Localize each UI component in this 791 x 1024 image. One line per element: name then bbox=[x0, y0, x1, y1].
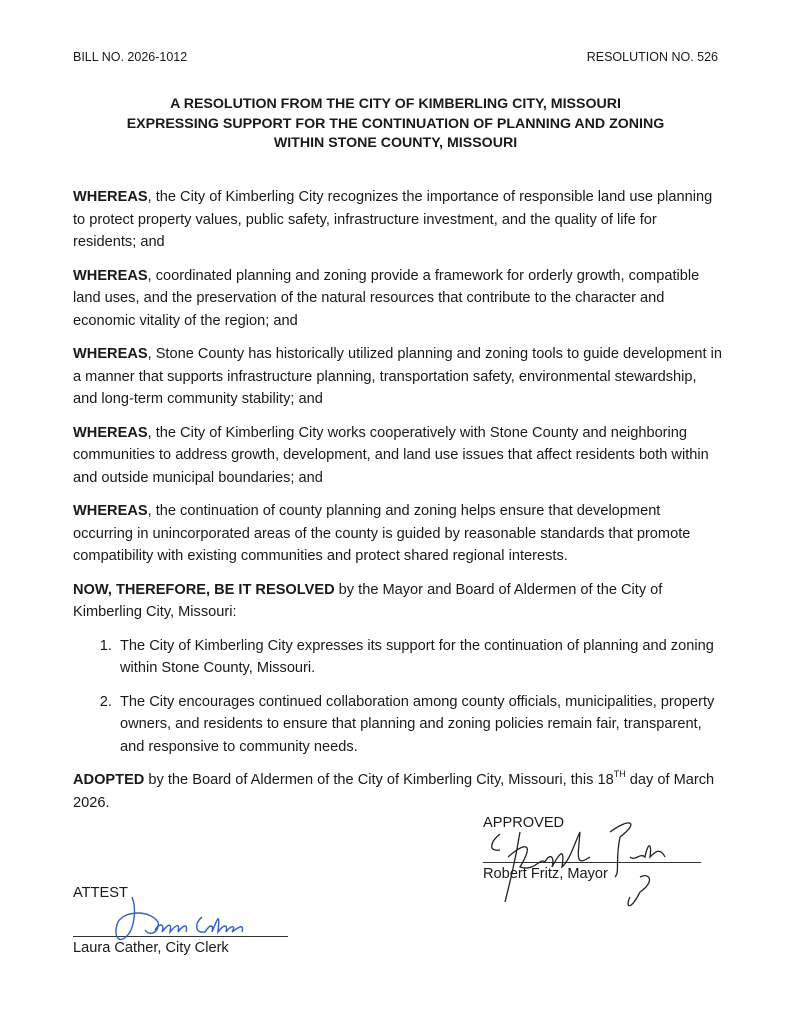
resolution-body bbox=[73, 186, 723, 825]
attest-label: ATTEST bbox=[73, 885, 128, 901]
adopted-clause bbox=[73, 769, 723, 814]
ordinal-suffix: TH bbox=[613, 769, 626, 779]
title-line: WITHIN STONE COUNTY, MISSOURI bbox=[273, 135, 518, 151]
clause-lead: WHEREAS bbox=[73, 503, 148, 519]
clause-text: by the Mayor and Board of Aldermen of the City of Kimberling City, Missouri: bbox=[73, 581, 663, 620]
resolution-items bbox=[73, 635, 723, 759]
resolution-item: 1. The City of Kimberling City expresses its support for the continuation of planning and zoning within Stone County, Missouri. bbox=[116, 635, 723, 680]
whereas-clause bbox=[73, 422, 723, 490]
clause-text: , the City of Kimberling City recognizes the importance of responsible land use planning to protect property values, public safety, infrastructure investment, and the quality of life for residents; and bbox=[73, 189, 713, 250]
clause-lead: NOW, THEREFORE, BE IT RESOLVED bbox=[73, 581, 335, 598]
clause-text: , the City of Kimberling City works cooperatively with Stone County and neighboring communities to address growth, development, and land use issues that affect residents both within and outside municipal boundaries; and bbox=[73, 424, 709, 486]
bill-number: BILL NO. 2026-1012 bbox=[73, 50, 188, 64]
clause-lead: WHEREAS bbox=[73, 267, 148, 284]
clause-text: by the Board of Aldermen of the City of Kimberling City, Missouri, this 18 bbox=[144, 772, 614, 788]
approved-label: APPROVED bbox=[483, 815, 565, 831]
resolution-item: 2. The City encourages continued collaboration among county officials, municipalities, property owners, and residents to ensure that planning and zoning policies remain fair, transparent, and responsive to community needs. bbox=[116, 691, 723, 759]
whereas-clause bbox=[73, 186, 723, 254]
clause-text: , the continuation of county planning and zoning helps ensure that development occurring in unincorporated areas of the county is guided by reasonable standards that promote compatibility with existing communities and protect shared regional interests. bbox=[73, 503, 691, 564]
resolution-number: RESOLUTION NO. 526 bbox=[586, 50, 718, 64]
whereas-clause bbox=[73, 265, 723, 333]
clerk-name: Laura Cather, City Clerk bbox=[73, 940, 229, 956]
title-line: A RESOLUTION FROM THE CITY OF KIMBERLING CITY, MISSOURI bbox=[170, 96, 621, 112]
mayor-name: Robert Fritz, Mayor bbox=[483, 866, 608, 882]
clause-lead: WHEREAS bbox=[73, 189, 148, 205]
clerk-signature bbox=[110, 892, 260, 962]
clause-text: day of March 2026. bbox=[73, 772, 715, 811]
mayor-signature bbox=[480, 812, 700, 912]
clause-lead: ADOPTED bbox=[73, 772, 145, 788]
clause-lead: WHEREAS bbox=[73, 346, 148, 362]
clause-text: , Stone County has historically utilized planning and zoning tools to guide development in a manner that supports infrastructure planning, transportation safety, environmental stewardship, and long-term community stability; and bbox=[73, 346, 722, 407]
resolved-clause bbox=[73, 579, 723, 624]
whereas-clause bbox=[73, 500, 723, 568]
resolution-title bbox=[60, 95, 731, 154]
clause-lead: WHEREAS bbox=[73, 424, 148, 441]
whereas-clause bbox=[73, 343, 723, 411]
clause-text: , coordinated planning and zoning provide a framework for orderly growth, compatible land uses, and the preservation of the natural resources that contribute to the character and economic vitality of the region; and bbox=[73, 267, 700, 329]
title-line: EXPRESSING SUPPORT FOR THE CONTINUATION OF PLANNING AND ZONING bbox=[126, 115, 665, 132]
